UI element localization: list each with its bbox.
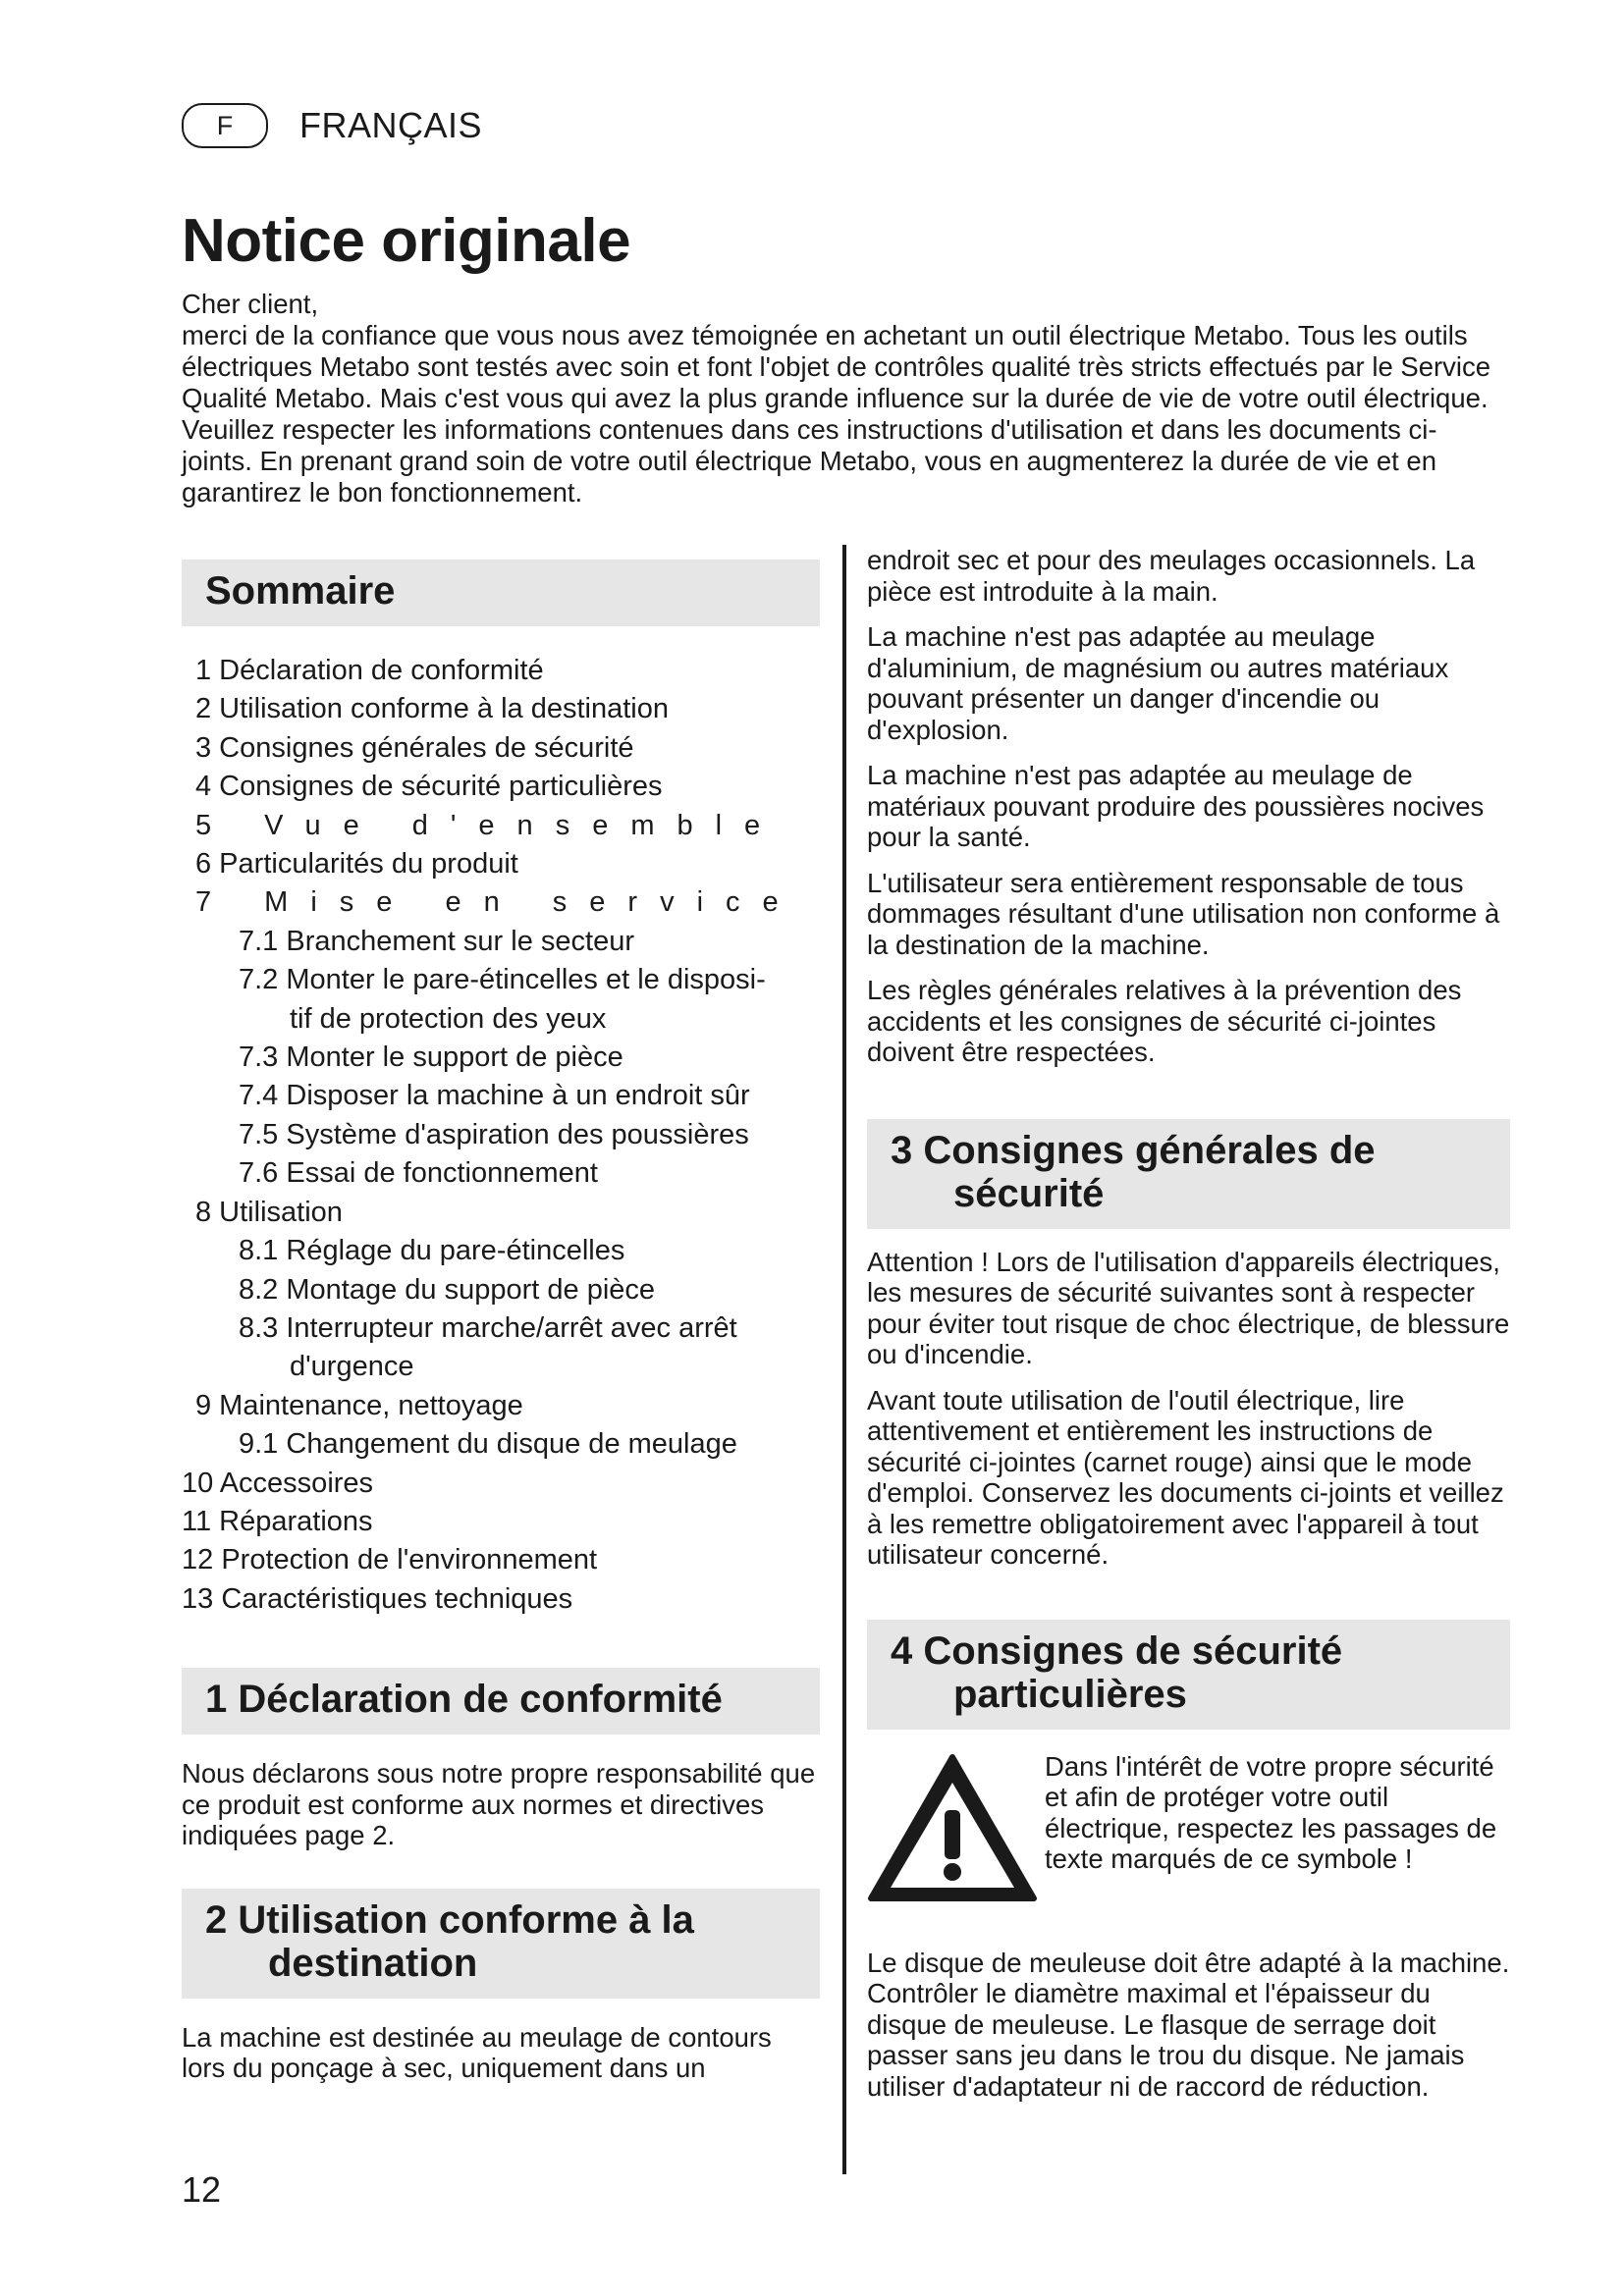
section-title-line: Consignes de sécurité [923, 1629, 1343, 1673]
toc-item[interactable]: 6 Particularités du produit [195, 848, 518, 881]
section-title-line: destination [268, 1941, 478, 1985]
section-number: 1 [205, 1678, 228, 1722]
intro-greeting: Cher client, [182, 289, 319, 319]
toc-subitem[interactable]: 7.5 Système d'aspiration des poussières [239, 1118, 749, 1150]
section-2-heading [205, 1898, 796, 1985]
toc-item[interactable]: 8 Utilisation [195, 1196, 343, 1228]
section-4-para: Le disque de meuleuse doit être adapté à la machine. Contrôler le diamètre maximal et l'épaisseur du disque de meuleuse. Le flasque de serrage doit passer sans jeu dans le trou du disque. Ne jamais utiliser d'adaptateur ni de raccord de réduction. [867, 1947, 1510, 2102]
language-code-badge: F [182, 103, 268, 148]
toc-subitem[interactable]: 9.1 Changement du disque de meulage [239, 1428, 737, 1461]
section-title-line: Utilisation conforme à la [238, 1897, 694, 1942]
section-3-heading [891, 1129, 1487, 1215]
toc-item[interactable]: 4 Consignes de sécurité particulières [195, 771, 663, 803]
section-title-line: Consignes générales de [923, 1128, 1376, 1172]
toc-item[interactable]: 11 Réparations [182, 1505, 373, 1537]
section-2-body-start: La machine est destinée au meulage de contours lors du ponçage à sec, uniquement dans un [182, 2021, 772, 2084]
section-number: 2 [205, 1897, 228, 1942]
section-title-line: sécurité [953, 1171, 1105, 1215]
table-of-contents [182, 652, 820, 1619]
intro-block [182, 289, 1505, 508]
section-1-heading [205, 1678, 796, 1721]
toc-subitem-continuation: d'urgence [290, 1351, 414, 1383]
toc-item[interactable]: 7 Mise en service [195, 886, 801, 919]
right-column [867, 545, 1510, 2102]
toc-subitem[interactable]: 7.3 Monter le support de pièce [239, 1041, 623, 1074]
intro-body: merci de la confiance que vous nous avez témoignée en achetant un outil électrique Metabo. Tous les outils électriques Metabo sont testés avec soin et font l'objet de contrôles qualité très stricts effectués par le Service Qualité Metabo. Mais c'est vous qui avez la plus grande influence sur la durée de vie de votre outil électrique. Veuillez respecter les informations contenues dans ces instructions d'utilisation et dans les documents ci-joints. En prenant grand soin de votre outil électrique Metabo, vous en augmenterez la durée de vie et en garantirez le bon fonctionnement. [182, 320, 1491, 507]
section-2-body-cont: endroit sec et pour des meulages occasionnels. La pièce est introduite à la main. [867, 545, 1476, 607]
toc-subitem[interactable] [182, 961, 820, 1039]
toc-item[interactable]: 1 Déclaration de conformité [195, 655, 544, 686]
language-indicator [182, 101, 482, 150]
section-title-line: particulières [953, 1672, 1187, 1716]
section-number: 4 [891, 1629, 913, 1673]
page-number: 12 [182, 2169, 222, 2210]
section-2-para: L'utilisateur sera entièrement responsable de tous dommages résultant d'une utilisation non conforme à la destination de la machine. [867, 867, 1500, 960]
toc-heading-box [182, 560, 820, 626]
toc-item[interactable]: 13 Caractéristiques techniques [182, 1582, 573, 1615]
toc-subitem-line: 8.3 Interrupteur marche/arrêt avec arrêt [239, 1311, 737, 1344]
toc-subitem-line: 7.2 Monter le pare-étincelles et le disposi- [239, 964, 766, 996]
section-2-heading-box [182, 1889, 820, 1999]
warning-text: Dans l'intérêt de votre propre sécurité et afin de protéger votre outil électrique, respectez les passages de texte marqués de ce symbole ! [1045, 1750, 1497, 1874]
toc-subitem[interactable]: 7.6 Essai de fonctionnement [239, 1157, 598, 1190]
toc-item[interactable]: 5 Vue d'ensemble [195, 809, 784, 841]
toc-heading: Sommaire [205, 569, 396, 613]
warning-triangle-icon [867, 1751, 1039, 1908]
toc-subitem-continuation: tif de protection des yeux [290, 1002, 607, 1035]
toc-item[interactable]: 10 Accessoires [182, 1467, 374, 1499]
warning-notice [867, 1751, 1510, 1908]
column-divider [842, 545, 846, 2174]
toc-subitem[interactable]: 7.1 Branchement sur le secteur [239, 925, 634, 957]
toc-subitem[interactable]: 7.4 Disposer la machine à un endroit sûr [239, 1080, 750, 1112]
section-3-para: Attention ! Lors de l'utilisation d'appareils électriques, les mesures de sécurité suivantes sont à respecter pour éviter tout risque de choc électrique, de blessure ou d'incendie. [867, 1246, 1510, 1369]
section-4-heading-box [867, 1620, 1510, 1730]
toc-subitem[interactable] [182, 1309, 820, 1387]
section-number: 3 [891, 1128, 913, 1172]
toc-subitem[interactable]: 8.1 Réglage du pare-étincelles [239, 1235, 625, 1267]
section-2-para: La machine n'est pas adaptée au meulage de matériaux pouvant produire des poussières nocives pour la santé. [867, 760, 1485, 852]
left-column [182, 560, 820, 2084]
section-2-para: Les règles générales relatives à la prévention des accidents et les consignes de sécurité ci-jointes doivent être respectées. [867, 975, 1462, 1067]
toc-item[interactable]: 2 Utilisation conforme à la destination [195, 693, 669, 725]
toc-item[interactable]: 9 Maintenance, nettoyage [195, 1389, 523, 1421]
section-1-body: Nous déclarons sous notre propre responsabilité que ce produit est conforme aux normes et directives indiquées page 2. [182, 1758, 816, 1851]
language-label: FRANÇAIS [299, 105, 483, 145]
section-1-heading-box [182, 1668, 820, 1735]
section-3-heading-box [867, 1119, 1510, 1229]
toc-subitem[interactable]: 8.2 Montage du support de pièce [239, 1273, 656, 1306]
toc-item[interactable]: 3 Consignes générales de sécurité [195, 731, 634, 764]
page-title: Notice originale [182, 207, 631, 275]
section-title: Déclaration de conformité [238, 1678, 723, 1722]
section-2-para: La machine n'est pas adaptée au meulage d'aluminium, de magnésium ou autres matériaux pouvant présenter un danger d'incendie ou d'explosion. [867, 621, 1449, 745]
toc-item[interactable]: 12 Protection de l'environnement [182, 1544, 598, 1576]
section-4-heading [891, 1629, 1487, 1716]
section-3-para: Avant toute utilisation de l'outil électrique, lire attentivement et entièrement les instructions de sécurité ci-jointes (carnet rouge) ainsi que le mode d'emploi. Conservez les documents ci-joints et veillez à les remettre obligatoirement avec l'appareil à tout utilisateur concerné. [867, 1384, 1504, 1570]
